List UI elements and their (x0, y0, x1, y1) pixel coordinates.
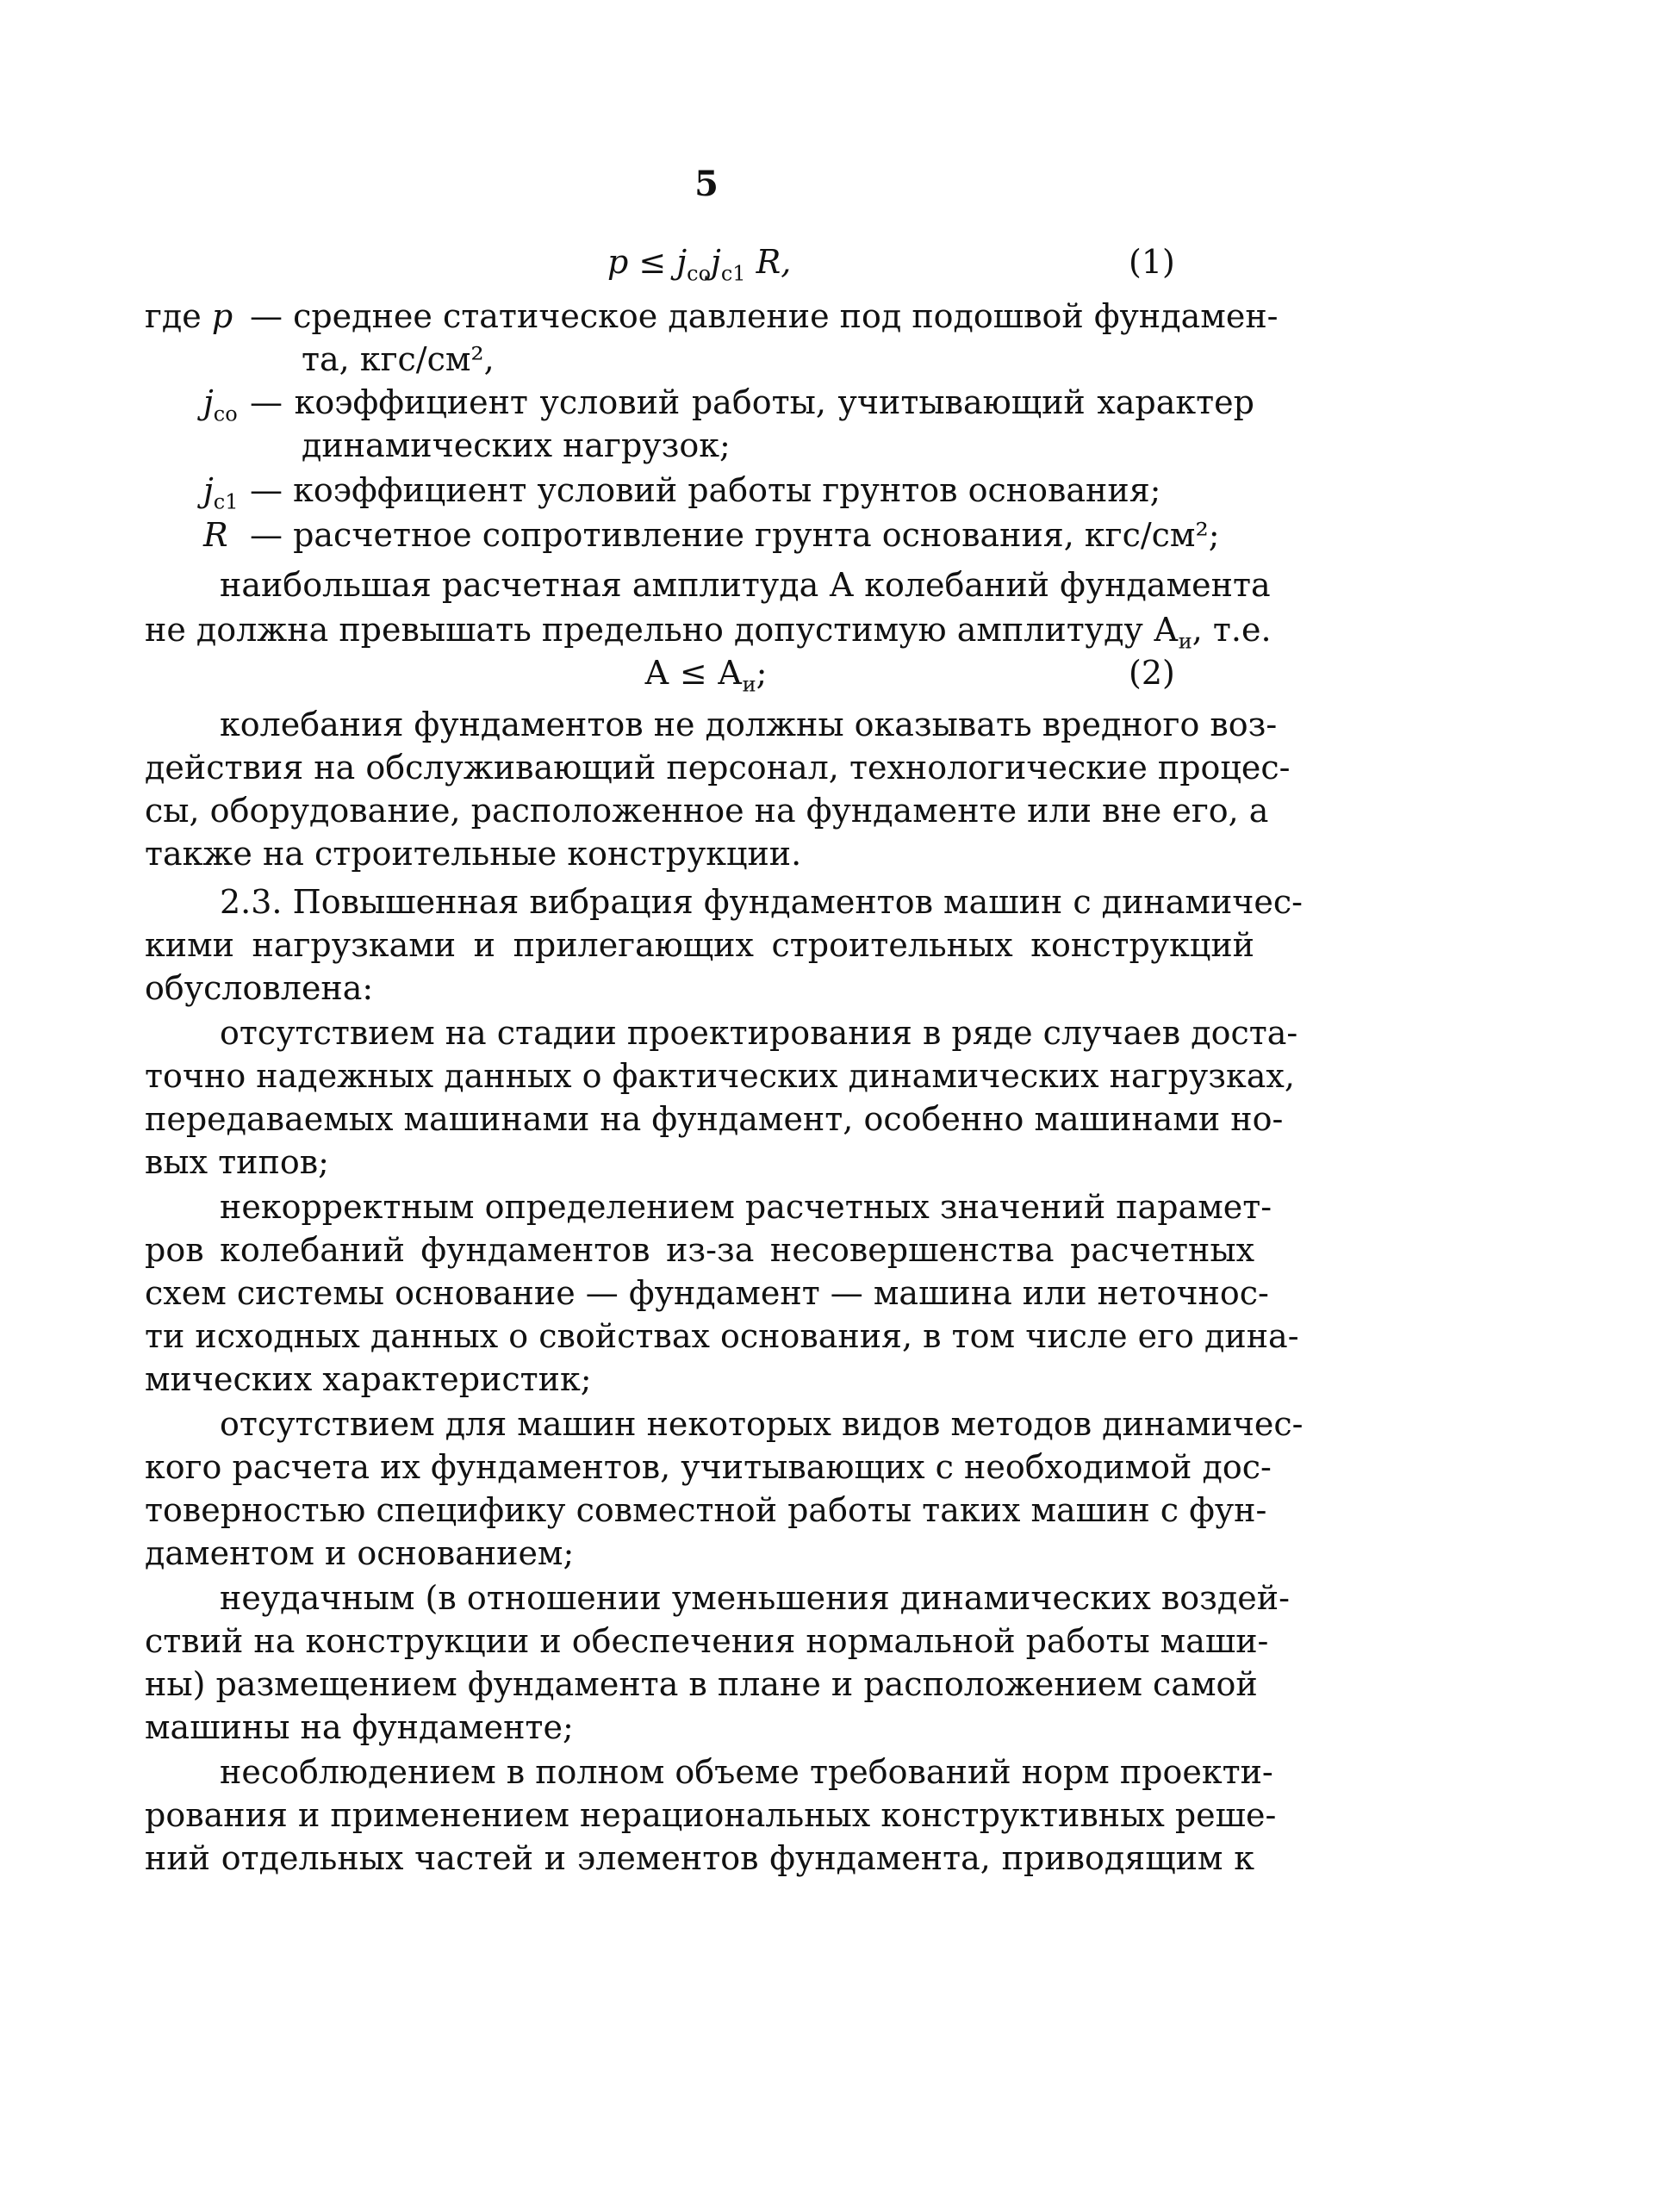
definition-R-line-1: — расчетное сопротивление грунта основания, кгс/см²; (250, 516, 1220, 554)
formula-1-le: ≤ (638, 243, 667, 281)
formula-2-sub: и (742, 672, 756, 697)
item-noncompliance-line-3: ний отдельных частей и элементов фундамента, приводящим к (145, 1839, 1254, 1877)
paragraph-amplitude-line-1: наибольшая расчетная амплитуда А колебаний фундамента (220, 566, 1271, 604)
definition-jco-line-2: динамических нагрузок; (302, 426, 731, 464)
formula-1-j-co: j (676, 243, 688, 281)
item-noncompliance-line-2: рования и применением нерациональных конструктивных реше- (145, 1796, 1277, 1834)
formula-2-label: (2) (1129, 654, 1175, 692)
definition-jc1-sub: c1 (213, 489, 239, 514)
definition-R-term (203, 514, 228, 556)
formula-1-p: p (607, 243, 629, 281)
item-incorrect-line-3: схем системы основание — фундамент — машина или неточнос- (145, 1274, 1269, 1312)
definition-jc1-line-1: — коэффициент условий работы грунтов основания; (250, 471, 1161, 509)
definition-jco-term (203, 382, 238, 426)
item-incorrect-line-1: некорректным определением расчетных значений парамет- (220, 1188, 1272, 1226)
item-absence-data-line-2: точно надежных данных о фактических динамических нагрузках, (145, 1057, 1295, 1095)
item-absence-data-line-4: вых типов; (145, 1143, 329, 1181)
formula-1-j-c1: j (711, 243, 721, 281)
item-unfortunate-line-1: неудачным (в отношении уменьшения динамических воздей- (220, 1579, 1290, 1617)
paragraph-amplitude-tail: , т.е. (1192, 611, 1272, 649)
section-2-3-line-1: 2.3. Повышенная вибрация фундаментов машин с динамичес- (220, 883, 1304, 921)
paragraph-vibration-line-4: также на строительные конструкции. (145, 835, 802, 873)
item-incorrect-line-2: ров колебаний фундаментов из-за несовершенства расчетных (145, 1231, 1254, 1269)
definition-jc1-term (203, 469, 239, 514)
paragraph-vibration-line-3: сы, оборудование, расположенное на фундаменте или вне его, а (145, 792, 1269, 830)
paragraph-amplitude-text: не должна превышать предельно допустимую амплитуду А (145, 611, 1179, 649)
definition-p-term (145, 295, 233, 337)
formula-1-R: R, (756, 243, 792, 281)
item-absence-data-line-3: передаваемых машинами на фундамент, особенно машинами но- (145, 1100, 1284, 1138)
definition-p-line-1: — среднее статическое давление под подошвой фундамен- (250, 297, 1279, 335)
paragraph-amplitude-sub: и (1178, 629, 1192, 654)
page-number: 5 (694, 164, 719, 204)
definition-R-symbol: R (203, 516, 228, 554)
section-2-3-line-3: обусловлена: (145, 969, 374, 1007)
item-absence-methods-line-1: отсутствием для машин некоторых видов методов динамичес- (220, 1405, 1304, 1443)
formula-2 (644, 652, 768, 697)
formula-2-tail: ; (756, 654, 768, 692)
definition-jco-sub: co (213, 401, 238, 426)
item-absence-methods-line-2: кого расчета их фундаментов, учитывающих с необходимой дос- (145, 1448, 1272, 1486)
item-unfortunate-line-4: машины на фундаменте; (145, 1708, 574, 1746)
formula-1-sub-co: co (687, 261, 712, 286)
paragraph-vibration-line-1: колебания фундаментов не должны оказывать вредного воз- (220, 706, 1278, 743)
paragraph-amplitude-line-2 (145, 609, 1272, 654)
item-noncompliance-line-1: несоблюдением в полном объеме требований норм проекти- (220, 1753, 1273, 1791)
section-2-3-line-2: кими нагрузками и прилегающих строительных конструкций (145, 926, 1254, 964)
definition-p-line-2: та, кгс/см², (302, 340, 495, 378)
item-absence-methods-line-4: даментом и основанием; (145, 1534, 575, 1572)
item-unfortunate-line-3: ны) размещением фундамента в плане и расположением самой (145, 1665, 1258, 1703)
formula-1-sub-c1: c1 (720, 261, 746, 286)
definition-jco-symbol: j (203, 383, 214, 421)
item-incorrect-line-5: мических характеристик; (145, 1360, 592, 1398)
item-unfortunate-line-2: ствий на конструкции и обеспечения нормальной работы маши- (145, 1622, 1269, 1660)
definition-jc1-symbol: j (203, 471, 214, 509)
formula-1-label: (1) (1129, 243, 1175, 281)
formula-2-left: А ≤ А (644, 654, 743, 692)
item-incorrect-line-4: ти исходных данных о свойствах основания, в том числе его дина- (145, 1317, 1299, 1355)
item-absence-data-line-1: отсутствием на стадии проектирования в ряде случаев доста- (220, 1014, 1298, 1052)
item-absence-methods-line-3: товерностью специфику совместной работы таких машин с фун- (145, 1491, 1267, 1529)
paragraph-vibration-line-2: действия на обслуживающий персонал, технологические процес- (145, 749, 1291, 787)
definition-jco-line-1: — коэффициент условий работы, учитывающий характер (250, 383, 1254, 421)
definition-lead: где (145, 297, 202, 335)
definition-p-symbol: p (211, 297, 233, 335)
formula-1 (607, 241, 792, 286)
